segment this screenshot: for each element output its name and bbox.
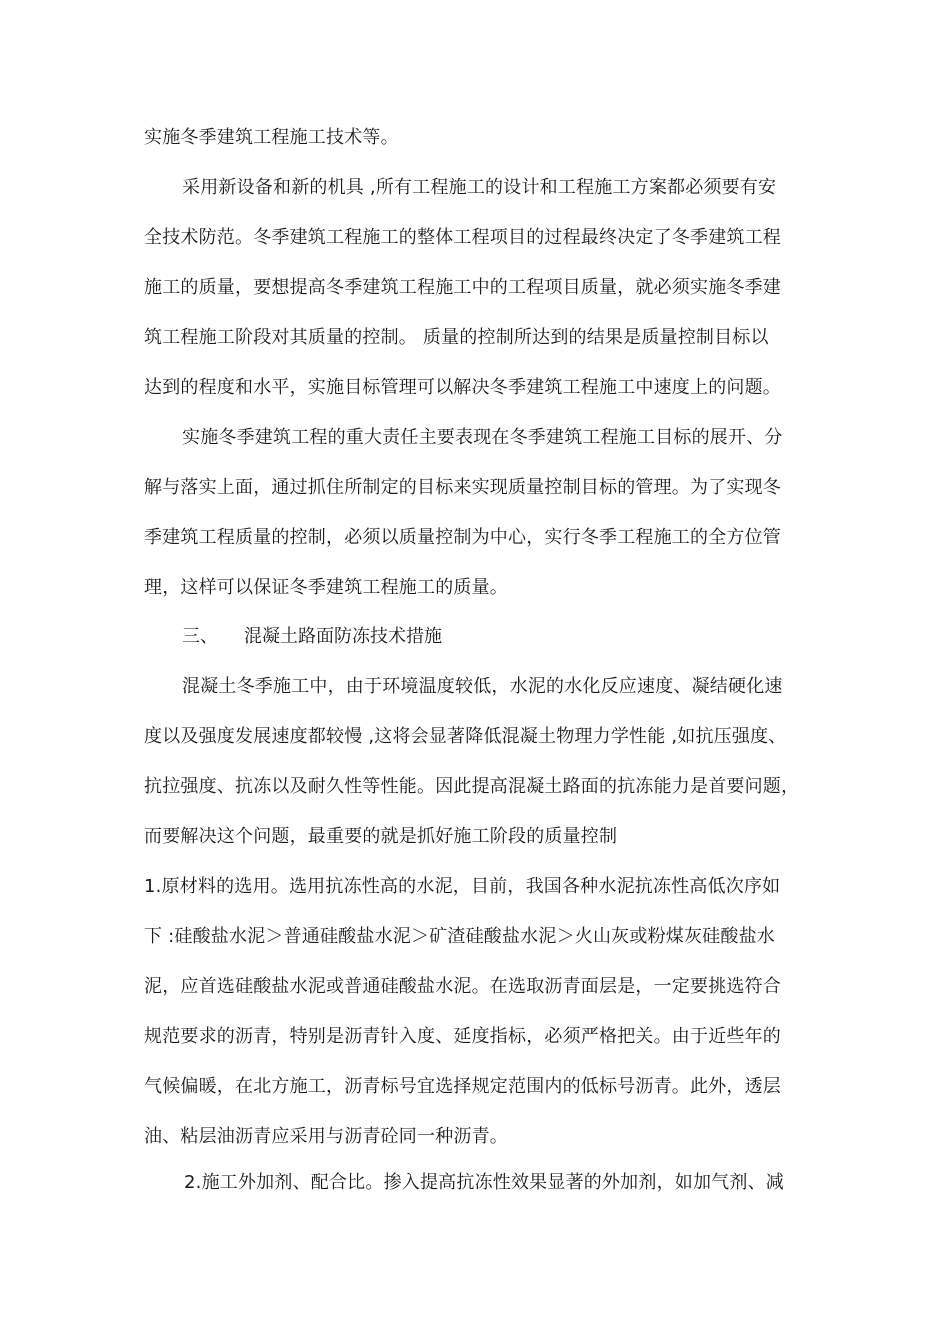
paragraph-3-line-2: 度以及强度发展速度都较慢 ,这将会显著降低混凝土物理力学性能 ,如抗压强度、 [144,726,787,747]
item-2-line-1: 2.施工外加剂、配合比。掺入提高抗冻性效果显著的外加剂，如加气剂、减 [184,1172,784,1193]
paragraph-1-line-3: 施工的质量，要想提高冬季建筑工程施工中的工程项目质量，就必须实施冬季建 [144,277,781,298]
paragraph-1-line-4: 筑工程施工阶段对其质量的控制。 质量的控制所达到的结果是质量控制目标以 [144,327,769,348]
item-1-line-2: 下 :硅酸盐水泥＞普通硅酸盐水泥＞矿渣硅酸盐水泥＞火山灰或粉煤灰硅酸盐水 [144,926,775,947]
paragraph-2-line-4: 理，这样可以保证冬季建筑工程施工的质量。 [144,577,508,598]
item-1-line-6: 油、粘层油沥青应采用与沥青砼同一种沥青。 [144,1126,508,1147]
paragraph-1-line-5: 达到的程度和水平，实施目标管理可以解决冬季建筑工程施工中速度上的问题。 [144,377,781,398]
paragraph-3-line-4: 而要解决这个问题，最重要的就是抓好施工阶段的质量控制 [144,826,618,847]
paragraph-1-line-1: 采用新设备和新的机具 ,所有工程施工的设计和工程施工方案都必须要有安 [182,177,777,198]
paragraph-3-line-1: 混凝土冬季施工中，由于环境温度较低，水泥的水化反应速度、凝结硬化速 [182,676,783,697]
paragraph-1-line-2: 全技术防范。冬季建筑工程施工的整体工程项目的过程最终决定了冬季建筑工程 [144,227,781,248]
item-1-line-3: 泥，应首选硅酸盐水泥或普通硅酸盐水泥。在选取沥青面层是，一定要挑选符合 [144,976,781,997]
text-line-1: 实施冬季建筑工程施工技术等。 [144,127,399,148]
section-number: 三、 [182,626,218,647]
paragraph-2-line-3: 季建筑工程质量的控制，必须以质量控制为中心，实行冬季工程施工的全方位管 [144,527,781,548]
item-1-line-5: 气候偏暖，在北方施工，沥青标号宜选择规定范围内的低标号沥青。此外，透层 [144,1076,781,1097]
paragraph-2-line-1: 实施冬季建筑工程的重大责任主要表现在冬季建筑工程施工目标的展开、分 [182,427,783,448]
item-1-line-4: 规范要求的沥青，特别是沥青针入度、延度指标，必须严格把关。由于近些年的 [144,1026,781,1047]
section-title: 混凝土路面防冻技术措施 [244,626,442,647]
paragraph-3-line-3: 抗拉强度、抗冻以及耐久性等性能。因此提高混凝土路面的抗冻能力是首要问题， [144,776,800,797]
paragraph-2-line-2: 解与落实上面，通过抓住所制定的目标来实现质量控制目标的管理。为了实现冬 [144,477,781,498]
item-1-line-1: 1.原材料的选用。选用抗冻性高的水泥，目前，我国各种水泥抗冻性高低次序如 [144,876,781,897]
